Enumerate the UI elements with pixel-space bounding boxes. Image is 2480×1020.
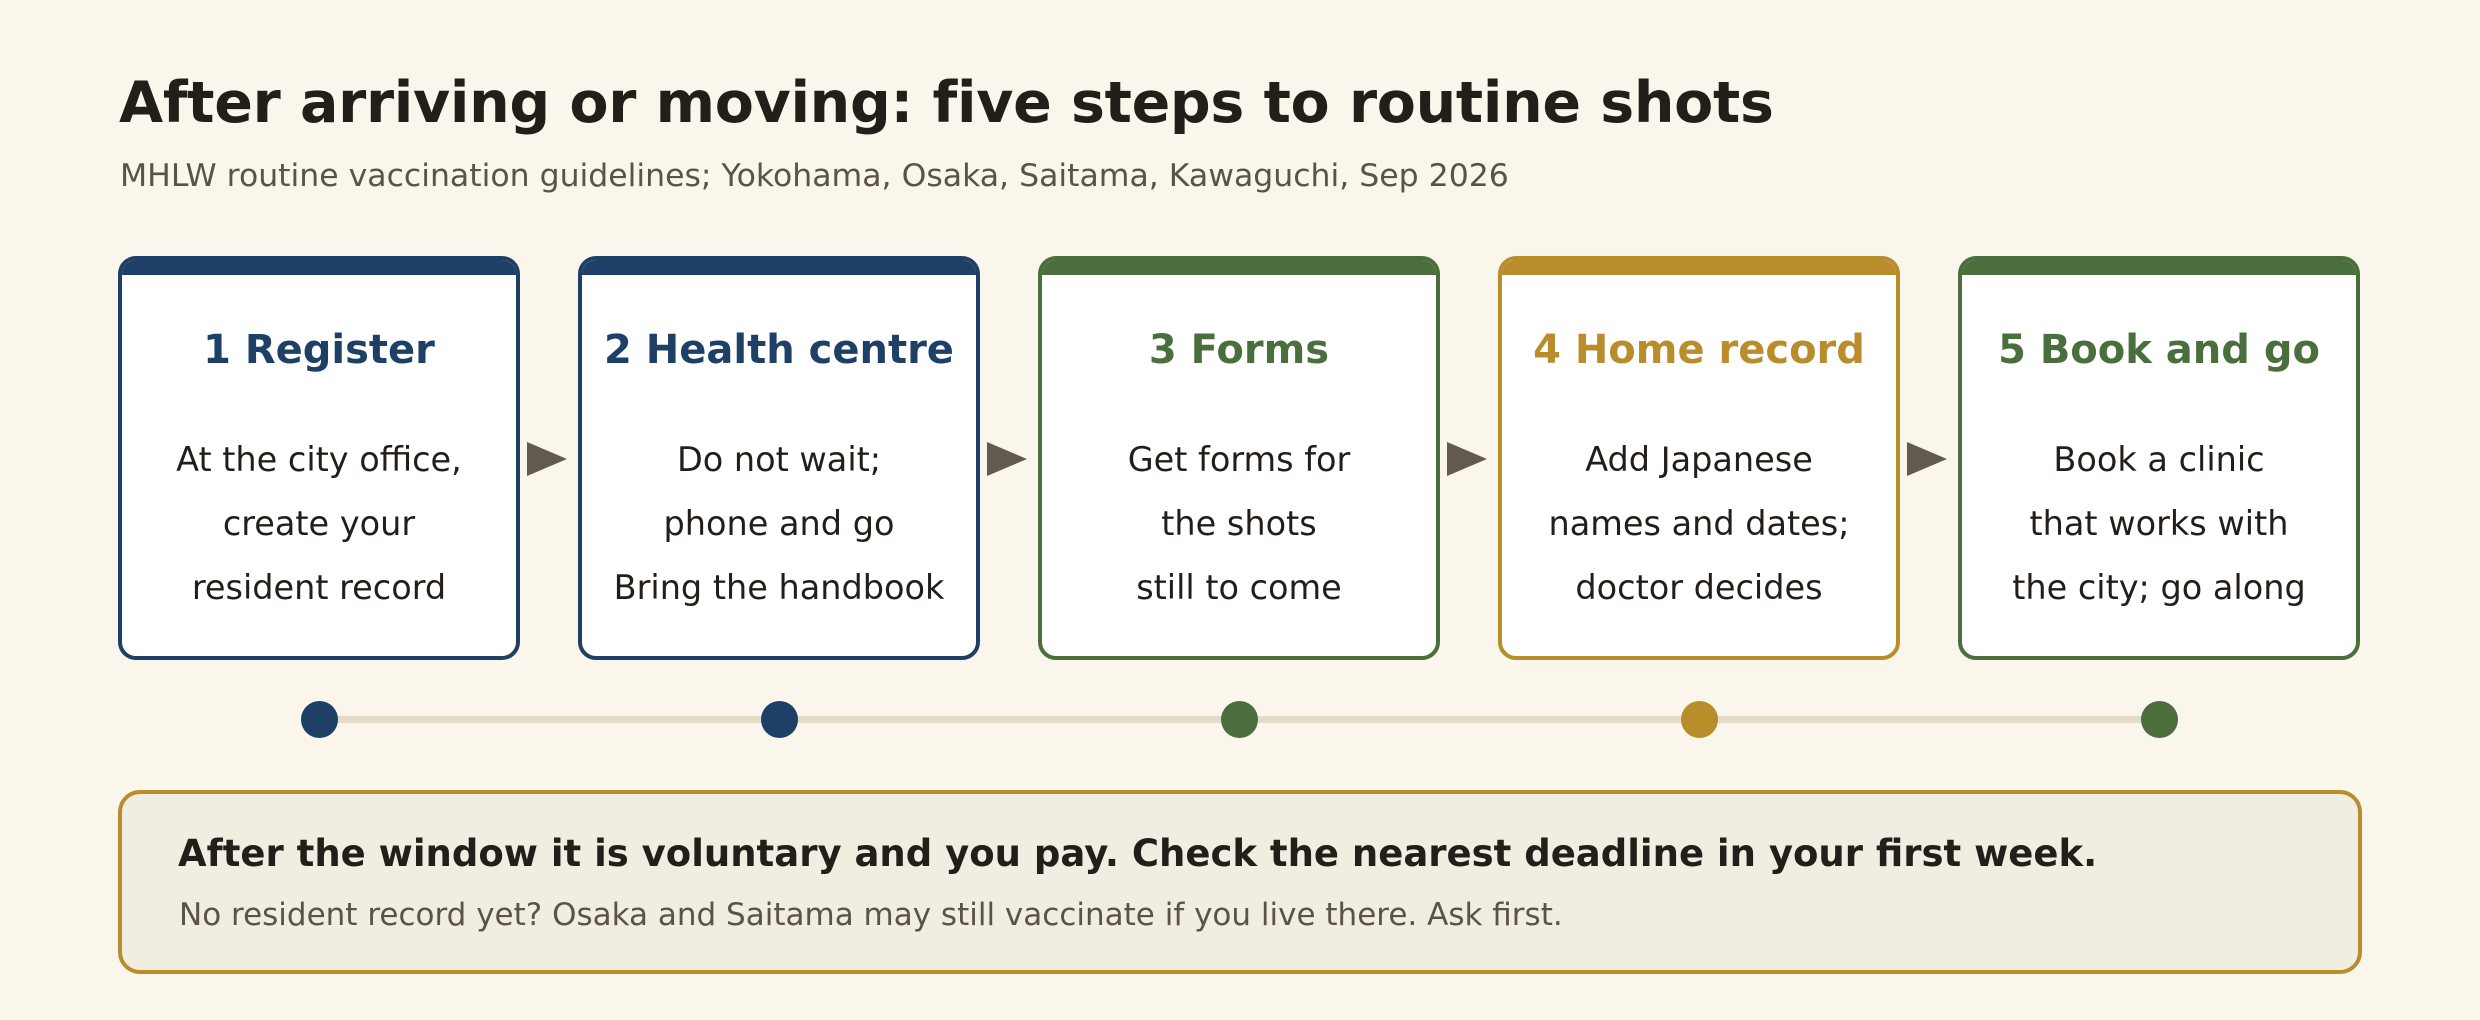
timeline-dot-step-2 — [761, 701, 798, 738]
arrow-right-icon — [987, 442, 1027, 476]
step-description — [1042, 428, 1436, 620]
step-line: names and dates; — [1548, 504, 1850, 543]
step-card-register — [118, 256, 520, 660]
step-line: doctor decides — [1575, 568, 1823, 607]
step-line: phone and go — [663, 504, 895, 543]
step-line: Do not wait; — [676, 440, 882, 479]
step-description — [1502, 428, 1896, 620]
step-title: 2 Health centre — [604, 327, 954, 373]
step-line: still to come — [1136, 568, 1342, 607]
step-description — [582, 428, 976, 620]
card-accent-bar — [1962, 260, 2356, 275]
step-line: create your — [222, 504, 416, 543]
arrow-right-icon — [1907, 442, 1947, 476]
step-card-forms — [1038, 256, 1440, 660]
step-description — [122, 428, 516, 620]
card-accent-bar — [1502, 260, 1896, 275]
step-line: Bring the handbook — [613, 568, 945, 607]
card-accent-bar — [1042, 260, 1436, 275]
step-line: the city; go along — [2012, 568, 2306, 607]
step-card-book-and-go — [1958, 256, 2360, 660]
deadline-note — [118, 790, 2362, 974]
step-line: the shots — [1161, 504, 1317, 543]
step-title: 5 Book and go — [1998, 327, 2320, 373]
step-line: that works with — [2029, 504, 2289, 543]
step-line: resident record — [191, 568, 447, 607]
card-accent-bar — [122, 260, 516, 275]
note-detail: No resident record yet? Osaka and Saitama may still vaccinate if you live there. Ask first. — [179, 897, 1563, 933]
page-title: After arriving or moving: five steps to routine shots — [119, 70, 1774, 136]
step-line: Get forms for — [1127, 440, 1351, 479]
note-headline: After the window it is voluntary and you pay. Check the nearest deadline in your first week. — [178, 832, 2098, 875]
step-line: At the city office, — [176, 440, 462, 479]
step-line: Book a clinic — [2053, 440, 2265, 479]
arrow-right-icon — [527, 442, 567, 476]
step-title: 4 Home record — [1533, 327, 1865, 373]
timeline-dot-step-1 — [301, 701, 338, 738]
step-card-home-record — [1498, 256, 1900, 660]
step-title: 3 Forms — [1148, 327, 1330, 373]
arrow-right-icon — [1447, 442, 1487, 476]
timeline-dot-step-3 — [1221, 701, 1258, 738]
step-title: 1 Register — [203, 327, 435, 373]
card-accent-bar — [582, 260, 976, 275]
step-card-health-centre — [578, 256, 980, 660]
step-description — [1962, 428, 2356, 620]
step-line: Add Japanese — [1585, 440, 1813, 479]
timeline-dot-step-5 — [2141, 701, 2178, 738]
timeline-dot-step-4 — [1681, 701, 1718, 738]
page-subtitle: MHLW routine vaccination guidelines; Yokohama, Osaka, Saitama, Kawaguchi, Sep 2026 — [120, 158, 1509, 194]
